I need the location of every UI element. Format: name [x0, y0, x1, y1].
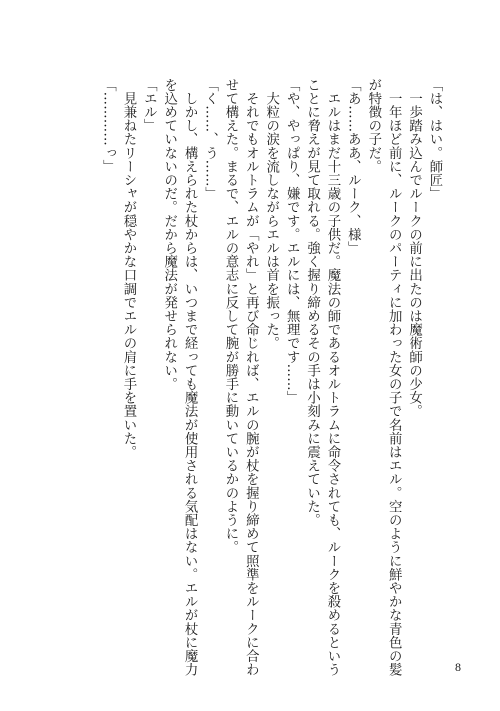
text-line: それでもオルトラムが「やれ」と再び命じれば、エルの腕が杖を握り締めて照準をルークに合わ	[243, 78, 259, 677]
text-line: 「…………っ」	[100, 78, 116, 174]
text-line: 「は、はい。師匠」	[427, 78, 442, 201]
text-line: エルはまだ十三歳の子供だ。魔法の師であるオルトラムに命令されても、ルークを殺めるという	[324, 78, 340, 677]
text-line: を込めていないのだ。だから魔法が発せられない。	[161, 78, 177, 391]
text-line: 一歩踏み込んでルークの前に出たのは魔術師の少女。	[406, 78, 422, 418]
text-line: 一年ほど前に、ルークのパーティに加わった女の子で名前はエル。空のように鮮やかな青色の髪	[386, 78, 402, 677]
text-line: が特徴の子だ。	[365, 78, 381, 174]
text-line: 「エル」	[141, 78, 157, 133]
text-line: 「あ……ああ、ルーク、様」	[345, 78, 361, 255]
text-line: ことに脅えが見て取れる。強く握り締めるその手は小刻みに震えていた。	[304, 78, 320, 527]
text-line: せて構えた。まるで、エルの意志に反して腕が勝手に動いているかのように。	[222, 78, 238, 554]
text-line: 「や、やっぱり、嫌です。エルには、無理です……」	[284, 78, 300, 405]
text-line: 大粒の涙を流しながらエルは首を振った。	[263, 78, 279, 350]
page-number: 8	[455, 660, 461, 674]
text-line: 「く……、う……」	[202, 78, 218, 201]
text-line: 見兼ねたリーシャが穏やかな口調でエルの肩に手を置いた。	[120, 78, 136, 459]
vertical-text-block	[97, 78, 444, 677]
text-line: しかし、構えられた杖からは、いつまで経っても魔法が使用される気配はない。エルが杖に魔力	[182, 78, 198, 677]
